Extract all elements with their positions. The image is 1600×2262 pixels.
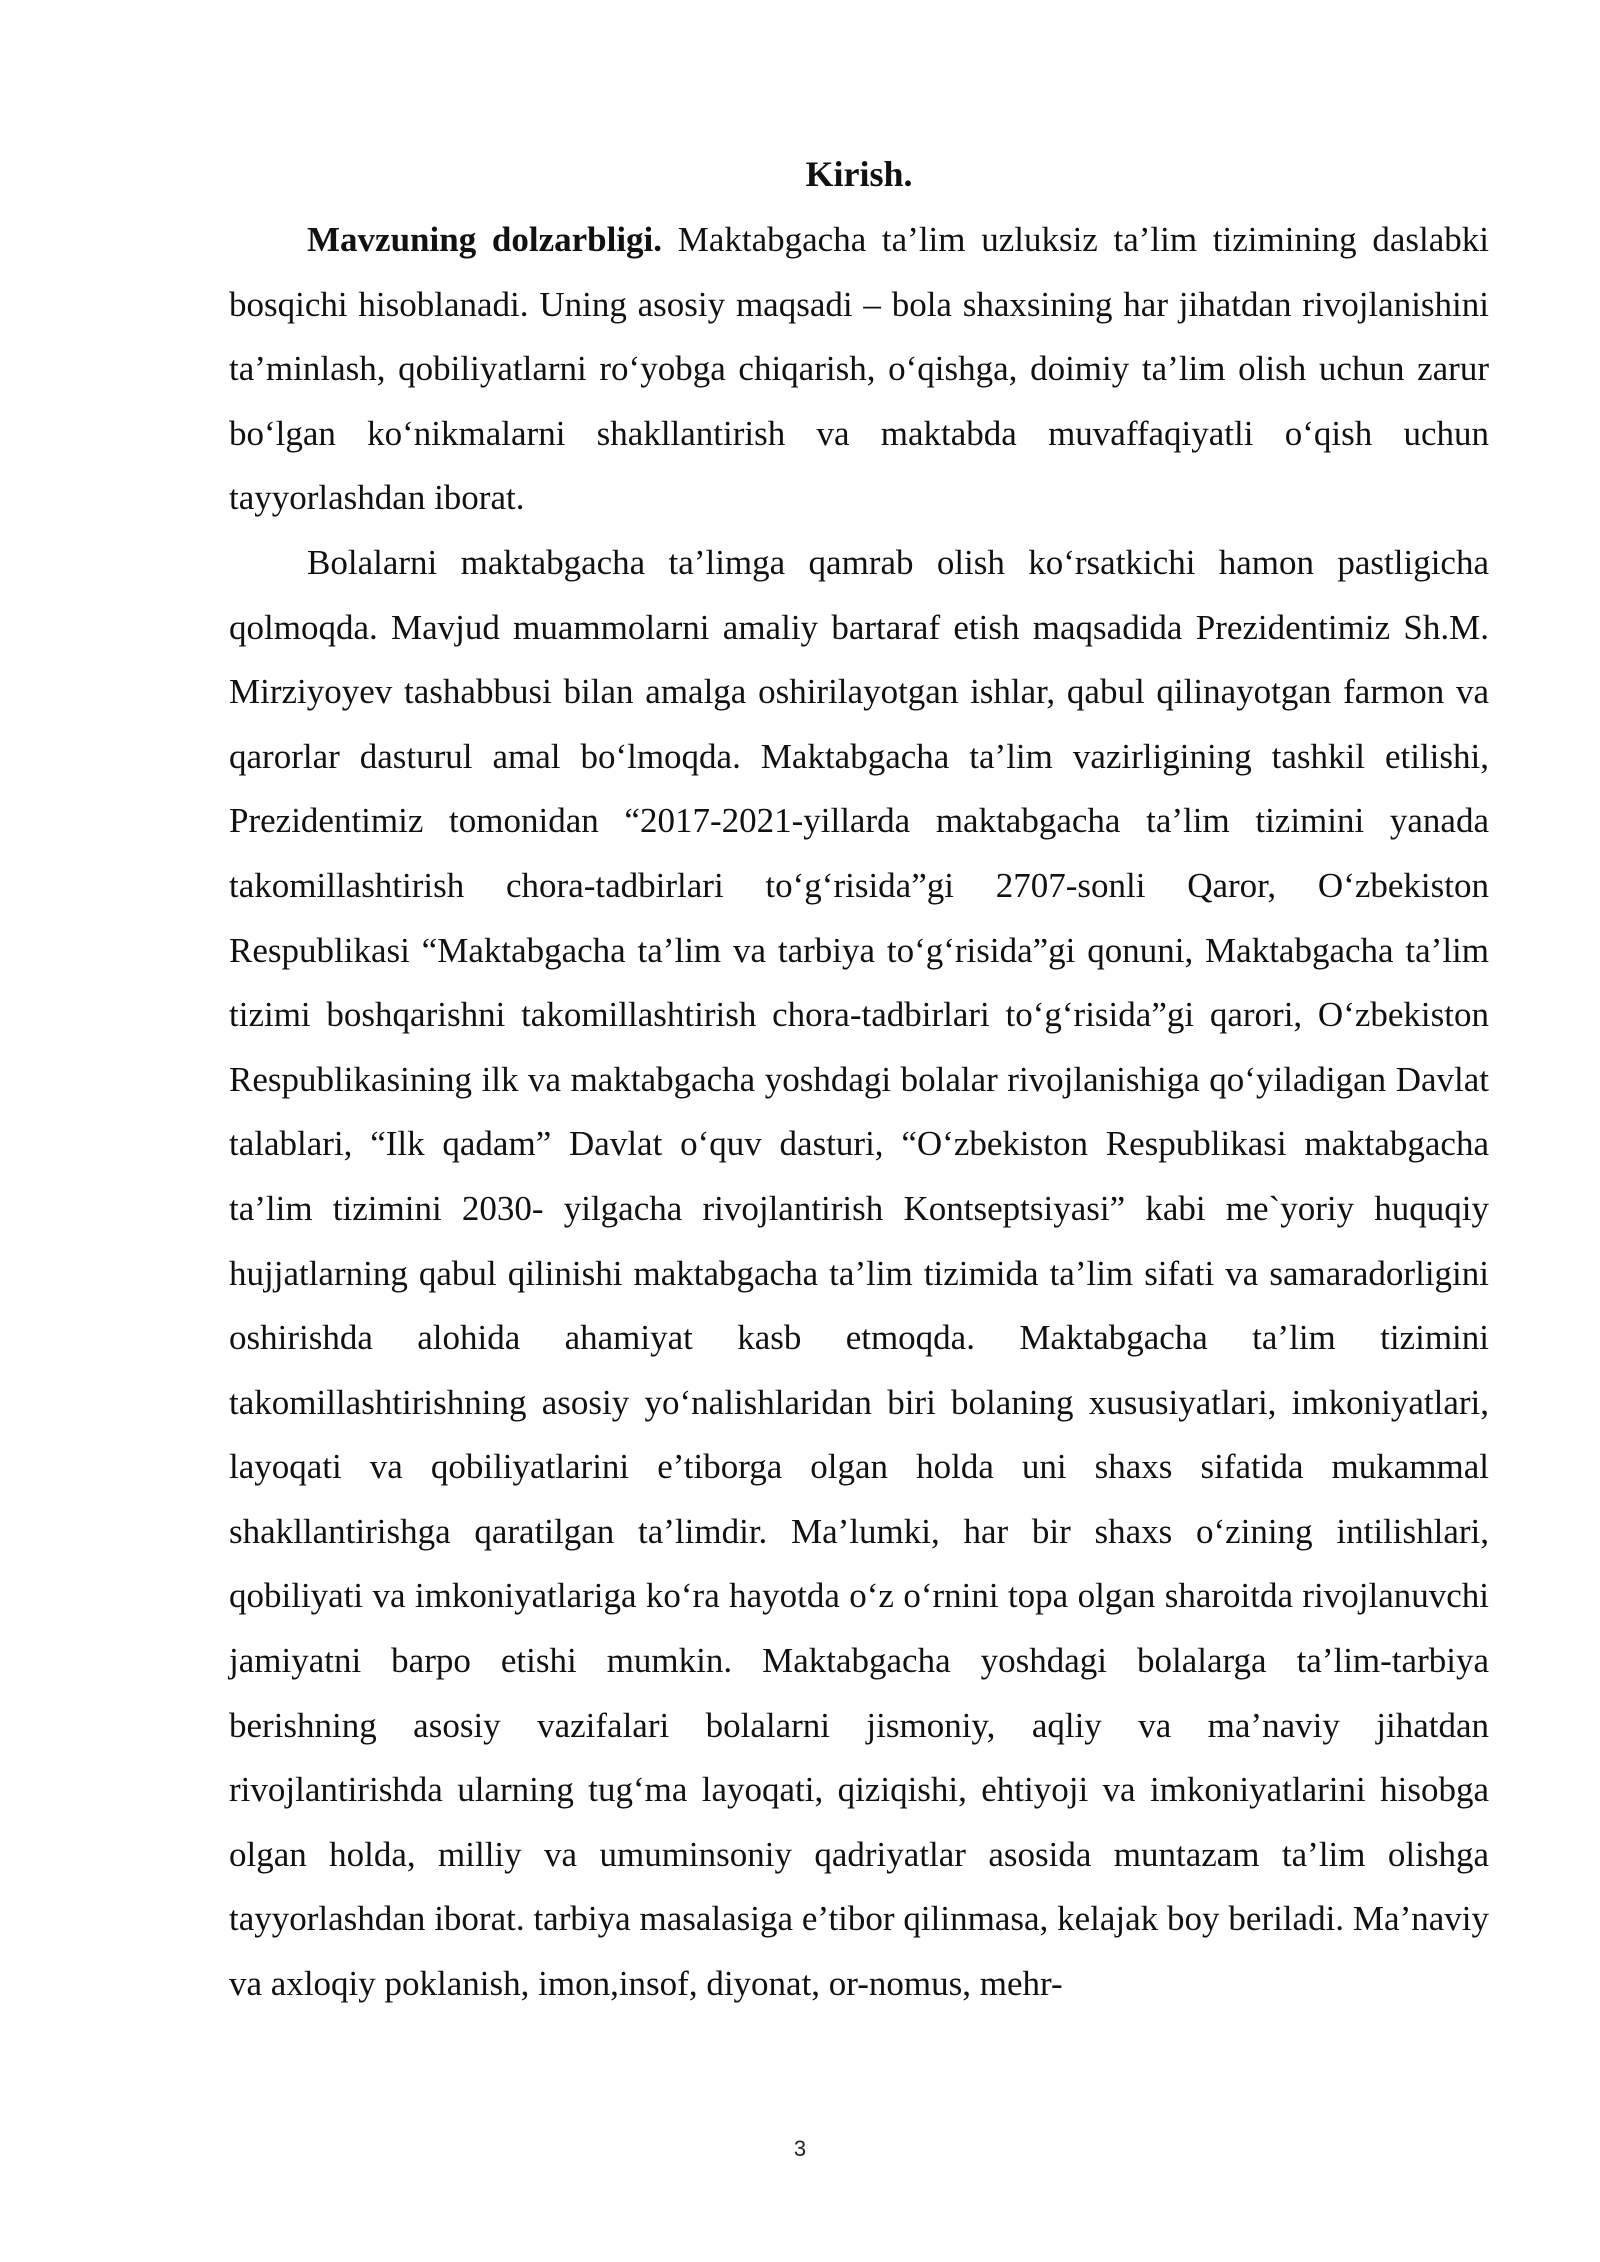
page-number: 3 [793, 2136, 807, 2161]
paragraph-body [229, 531, 1489, 2017]
paragraph-lead-heading: Mavzuning dolzarbligi. [307, 220, 663, 259]
paragraph-relevance [229, 208, 1489, 531]
paragraph-text: Maktabgacha ta’lim uzluksiz ta’lim tizimining daslabki bosqichi hisoblanadi. Uning asosiy maqsadi – bola shaxsining har jihatdan rivojlanishini ta’minlash, qobiliyatlarni ro‘yobga chiqarish, o‘qishga, doimiy ta’lim olish uchun zarur bo‘lgan ko‘nikmalarni shakllantirish va maktabda muvaffaqiyatli o‘qish uchun tayyorlashdan iborat. [229, 220, 1489, 518]
section-title: Kirish. [805, 154, 913, 194]
page-content [229, 150, 1489, 2017]
paragraph-text: Bolalarni maktabgacha ta’limga qamrab olish ko‘rsatkichi hamon pastligicha qolmoqda. Mavjud muammolarni amaliy bartaraf etish maqsadida Prezidentimiz Sh.M. Mirziyoyev tashabbusi bilan amalga oshirilayotgan ishlar, qabul qilinayotgan farmon va qarorlar dasturul amal bo‘lmoqda. Maktabgacha ta’lim vazirligining tashkil etilishi, Prezidentimiz tomonidan “2017-2021-yillarda maktabgacha ta’lim tizimini yanada takomillashtirish chora-tadbirlari to‘g‘risida”gi 2707-sonli Qaror, O‘zbekiston Respublikasi “Maktabgacha ta’lim va tarbiya to‘g‘risida”gi qonuni, Maktabgacha ta’lim tizimi boshqarishni takomillashtirish chora-tadbirlari to‘g‘risida”gi qarori, O‘zbekiston Respublikasining ilk va maktabgacha yoshdagi bolalar rivojlanishiga qo‘yiladigan Davlat talablari, “Ilk qadam” Davlat o‘quv dasturi, “O‘zbekiston Respublikasi maktabgacha ta’lim tizimini 2030- yilgacha rivojlantirish Kontseptsiyasi” kabi me`yoriy huquqiy hujjatlarning qabul qilinishi maktabgacha ta’lim tizimida ta’lim sifati va samaradorligini oshirishda alohida ahamiyat kasb etmoqda. Maktabgacha ta’lim tizimini takomillashtirishning asosiy yo‘nalishlaridan biri bolaning xususiyatlari, imkoniyatlari, layoqati va qobiliyatlarini e’tiborga olgan holda uni shaxs sifatida mukammal shakllantirishga qaratilgan ta’limdir. Ma’lumki, har bir shaxs o‘zining intilishlari, qobiliyati va imkoniyatlariga ko‘ra hayotda o‘z o‘rnini topa olgan sharoitda rivojlanuvchi jamiyatni barpo etishi mumkin. Maktabgacha yoshdagi bolalarga ta’lim-tarbiya berishning asosiy vazifalari bolalarni jismoniy, aqliy va ma’naviy jihatdan rivojlantirishda ularning tug‘ma layoqati, qiziqishi, ehtiyoji va imkoniyatlarini hisobga olgan holda, milliy va umuminsoniy qadriyatlar asosida muntazam ta’lim olishga tayyorlashdan iborat. tarbiya masalasiga e’tibor qilinmasa, kelajak boy beriladi. Ma’naviy va axloqiy poklanish, imon,insof, diyonat, or-nomus, mehr- [229, 542, 1489, 2004]
